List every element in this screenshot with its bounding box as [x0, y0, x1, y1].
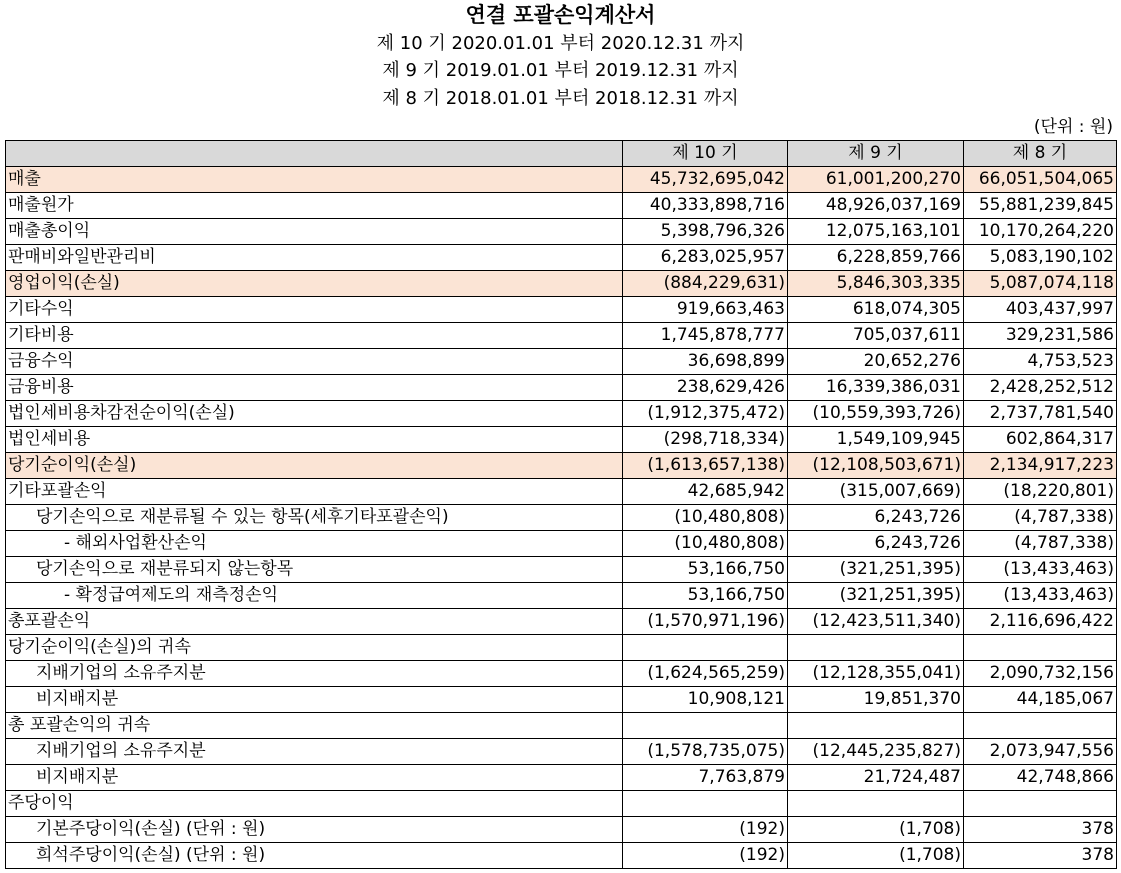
value-period-8: 2,116,696,422 — [964, 609, 1117, 635]
table-row — [6, 583, 1117, 609]
table-row — [6, 271, 1117, 297]
header-blank — [6, 141, 623, 167]
value-period-10: (10,480,808) — [623, 531, 788, 557]
value-period-9: (12,128,355,041) — [788, 661, 964, 687]
value-period-10 — [623, 713, 788, 739]
row-label: 총 포괄손익의 귀속 — [6, 713, 623, 739]
table-row — [6, 817, 1117, 843]
value-period-8: 329,231,586 — [964, 323, 1117, 349]
table-row — [6, 557, 1117, 583]
value-period-10: 1,745,878,777 — [623, 323, 788, 349]
table-row — [6, 167, 1117, 193]
unit-label: (단위 : 원) — [1033, 117, 1113, 137]
row-label: 총포괄손익 — [6, 609, 623, 635]
table-row — [6, 791, 1117, 817]
table-row — [6, 427, 1117, 453]
table-row — [6, 687, 1117, 713]
row-label: - 확정급여제도의 재측정손익 — [6, 583, 623, 609]
value-period-10: 42,685,942 — [623, 479, 788, 505]
value-period-9: 618,074,305 — [788, 297, 964, 323]
table-row — [6, 193, 1117, 219]
value-period-8: 42,748,866 — [964, 765, 1117, 791]
table-row — [6, 635, 1117, 661]
value-period-8: 2,073,947,556 — [964, 739, 1117, 765]
row-label: 매출 — [6, 167, 623, 193]
table-row — [6, 479, 1117, 505]
header-period-8: 제 8 기 — [964, 141, 1117, 167]
row-label: 당기손익으로 재분류될 수 있는 항목(세후기타포괄손익) — [6, 505, 623, 531]
value-period-9: (10,559,393,726) — [788, 401, 964, 427]
value-period-9: (1,708) — [788, 817, 964, 843]
row-label: 기타비용 — [6, 323, 623, 349]
table-row — [6, 349, 1117, 375]
value-period-9: 19,851,370 — [788, 687, 964, 713]
value-period-9: 16,339,386,031 — [788, 375, 964, 401]
row-label: 주당이익 — [6, 791, 623, 817]
value-period-9: (321,251,395) — [788, 583, 964, 609]
statement-title: 연결 포괄손익계산서 — [465, 3, 656, 27]
value-period-9: 21,724,487 — [788, 765, 964, 791]
table-row — [6, 765, 1117, 791]
table-row — [6, 843, 1117, 869]
value-period-10: 36,698,899 — [623, 349, 788, 375]
value-period-10: (1,624,565,259) — [623, 661, 788, 687]
value-period-10: (10,480,808) — [623, 505, 788, 531]
row-label: 영업이익(손실) — [6, 271, 623, 297]
value-period-8: (4,787,338) — [964, 531, 1117, 557]
row-label: 당기순이익(손실) — [6, 453, 623, 479]
table-row — [6, 505, 1117, 531]
value-period-9 — [788, 713, 964, 739]
row-label: 매출원가 — [6, 193, 623, 219]
table-row — [6, 453, 1117, 479]
row-label: 희석주당이익(손실) (단위 : 원) — [6, 843, 623, 869]
period-10: 제 10 기 2020.01.01 부터 2020.12.31 까지 — [376, 33, 745, 54]
value-period-8 — [964, 713, 1117, 739]
value-period-10: 45,732,695,042 — [623, 167, 788, 193]
row-label: 매출총이익 — [6, 219, 623, 245]
value-period-8: 2,134,917,223 — [964, 453, 1117, 479]
value-period-8: (13,433,463) — [964, 583, 1117, 609]
period-8: 제 8 기 2018.01.01 부터 2018.12.31 까지 — [382, 88, 739, 109]
value-period-9: (315,007,669) — [788, 479, 964, 505]
row-label: 당기순이익(손실)의 귀속 — [6, 635, 623, 661]
table-row — [6, 661, 1117, 687]
row-label: 법인세비용차감전순이익(손실) — [6, 401, 623, 427]
table-row — [6, 739, 1117, 765]
value-period-9: 6,243,726 — [788, 531, 964, 557]
value-period-10: (1,578,735,075) — [623, 739, 788, 765]
row-label: 법인세비용 — [6, 427, 623, 453]
value-period-9: (12,445,235,827) — [788, 739, 964, 765]
row-label: 판매비와일반관리비 — [6, 245, 623, 271]
value-period-9: (1,708) — [788, 843, 964, 869]
value-period-9: (12,108,503,671) — [788, 453, 964, 479]
value-period-8: 10,170,264,220 — [964, 219, 1117, 245]
value-period-10: (1,613,657,138) — [623, 453, 788, 479]
value-period-9: 12,075,163,101 — [788, 219, 964, 245]
table-row — [6, 245, 1117, 271]
table-row — [6, 713, 1117, 739]
value-period-8: 55,881,239,845 — [964, 193, 1117, 219]
value-period-10: 53,166,750 — [623, 557, 788, 583]
value-period-8: 2,737,781,540 — [964, 401, 1117, 427]
row-label: 금융수익 — [6, 349, 623, 375]
value-period-8: (18,220,801) — [964, 479, 1117, 505]
value-period-8 — [964, 791, 1117, 817]
header-period-9: 제 9 기 — [788, 141, 964, 167]
value-period-8: 378 — [964, 817, 1117, 843]
table-row — [6, 297, 1117, 323]
value-period-9: (321,251,395) — [788, 557, 964, 583]
value-period-10: 10,908,121 — [623, 687, 788, 713]
table-row — [6, 531, 1117, 557]
value-period-8: 2,428,252,512 — [964, 375, 1117, 401]
value-period-10 — [623, 635, 788, 661]
value-period-10: (1,912,375,472) — [623, 401, 788, 427]
value-period-10: 919,663,463 — [623, 297, 788, 323]
value-period-9: 61,001,200,270 — [788, 167, 964, 193]
value-period-9: (12,423,511,340) — [788, 609, 964, 635]
value-period-10: (1,570,971,196) — [623, 609, 788, 635]
value-period-9 — [788, 635, 964, 661]
value-period-10: 5,398,796,326 — [623, 219, 788, 245]
value-period-8: 4,753,523 — [964, 349, 1117, 375]
value-period-10: (298,718,334) — [623, 427, 788, 453]
table-row — [6, 219, 1117, 245]
statement-table — [5, 140, 1117, 869]
value-period-8: 66,051,504,065 — [964, 167, 1117, 193]
value-period-10: (192) — [623, 817, 788, 843]
row-label: 기타포괄손익 — [6, 479, 623, 505]
value-period-10: 53,166,750 — [623, 583, 788, 609]
value-period-9: 48,926,037,169 — [788, 193, 964, 219]
row-label: 기본주당이익(손실) (단위 : 원) — [6, 817, 623, 843]
period-9: 제 9 기 2019.01.01 부터 2019.12.31 까지 — [382, 60, 739, 81]
value-period-10: 7,763,879 — [623, 765, 788, 791]
value-period-10: 238,629,426 — [623, 375, 788, 401]
value-period-10: (192) — [623, 843, 788, 869]
value-period-9: 5,846,303,335 — [788, 271, 964, 297]
table-row — [6, 323, 1117, 349]
value-period-10 — [623, 791, 788, 817]
value-period-9: 1,549,109,945 — [788, 427, 964, 453]
value-period-9: 20,652,276 — [788, 349, 964, 375]
value-period-9 — [788, 791, 964, 817]
value-period-9: 705,037,611 — [788, 323, 964, 349]
value-period-8: 2,090,732,156 — [964, 661, 1117, 687]
row-label: 지배기업의 소유주지분 — [6, 739, 623, 765]
row-label: 비지배지분 — [6, 687, 623, 713]
value-period-8: 5,087,074,118 — [964, 271, 1117, 297]
value-period-8: 5,083,190,102 — [964, 245, 1117, 271]
value-period-9: 6,228,859,766 — [788, 245, 964, 271]
row-label: 당기손익으로 재분류되지 않는항목 — [6, 557, 623, 583]
row-label: - 해외사업환산손익 — [6, 531, 623, 557]
value-period-8: 602,864,317 — [964, 427, 1117, 453]
value-period-8: 403,437,997 — [964, 297, 1117, 323]
table-row — [6, 375, 1117, 401]
row-label: 지배기업의 소유주지분 — [6, 661, 623, 687]
header-period-10: 제 10 기 — [623, 141, 788, 167]
value-period-10: 6,283,025,957 — [623, 245, 788, 271]
value-period-9: 6,243,726 — [788, 505, 964, 531]
table-row — [6, 401, 1117, 427]
row-label: 기타수익 — [6, 297, 623, 323]
value-period-8 — [964, 635, 1117, 661]
value-period-10: 40,333,898,716 — [623, 193, 788, 219]
value-period-8: 378 — [964, 843, 1117, 869]
value-period-8: (4,787,338) — [964, 505, 1117, 531]
table-row — [6, 609, 1117, 635]
row-label: 금융비용 — [6, 375, 623, 401]
value-period-10: (884,229,631) — [623, 271, 788, 297]
header-row — [6, 141, 1117, 167]
row-label: 비지배지분 — [6, 765, 623, 791]
value-period-8: 44,185,067 — [964, 687, 1117, 713]
value-period-8: (13,433,463) — [964, 557, 1117, 583]
